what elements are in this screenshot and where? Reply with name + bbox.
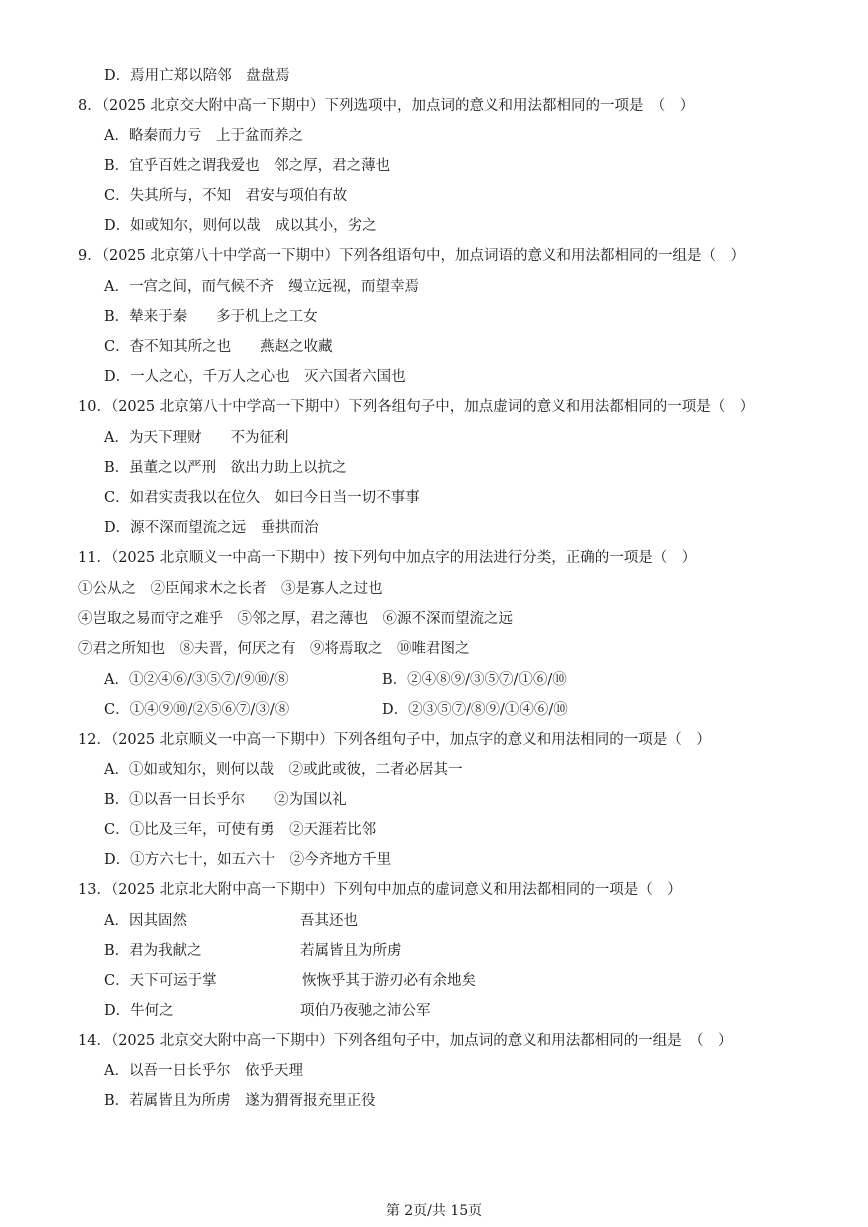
q8-option-b: B．宜乎百姓之谓我爱也 邻之厚，君之薄也: [104, 158, 391, 174]
q13-stem: 13．（2025 北京北大附中高一下期中）下列句中加点的虚词意义和用法都相同的一项是（ ）: [78, 882, 682, 898]
q13-option-a-right: 吾其还也: [300, 913, 358, 929]
q10-option-a: A．为天下理财 不为征利: [104, 430, 289, 446]
q11-sentences-row-1: ①公从之 ②臣闻求木之长者 ③是寡人之过也: [78, 581, 383, 597]
q11-stem: 11．（2025 北京顺义一中高一下期中）按下列句中加点字的用法进行分类，正确的一项是（ ）: [78, 550, 697, 566]
q13-option-c-left: C．天下可运于掌: [104, 973, 217, 989]
q12-stem: 12．（2025 北京顺义一中高一下期中）下列各组句子中，加点字的意义和用法相同的一项是（ ）: [78, 732, 711, 748]
q10-option-c: C．如君实责我以在位久 如曰今日当一切不事事: [104, 490, 420, 506]
q8-option-d: D．如或知尔，则何以哉 成以其小，劣之: [104, 218, 377, 234]
q11-sentences-row-3: ⑦君之所知也 ⑧夫晋，何厌之有 ⑨将焉取之 ⑩唯君图之: [78, 641, 470, 657]
q9-option-a: A．一宫之间，而气候不齐 缦立远视，而望幸焉: [104, 279, 419, 295]
q13-option-c-right: 恢恢乎其于游刃必有余地矣: [302, 973, 476, 989]
q12-option-c: C．①比及三年，可使有勇 ②天涯若比邻: [104, 822, 377, 838]
q11-option-b: B．②④⑧⑨/③⑤⑦/①⑥/⑩: [382, 672, 567, 688]
q9-option-b: B．辇来于秦 多于机上之工女: [104, 309, 318, 325]
q11-sentences-row-2: ④岂取之易而守之难乎 ⑤邻之厚，君之薄也 ⑥源不深而望流之远: [78, 611, 513, 627]
q10-stem: 10．（2025 北京第八十中学高一下期中）下列各组句子中，加点虚词的意义和用法都相同的一项是（ ）: [78, 399, 755, 415]
q13-option-a-left: A．因其固然: [104, 913, 187, 929]
q11-option-a: A．①②④⑥/③⑤⑦/⑨⑩/⑧: [104, 672, 289, 688]
q7-option-d: D．焉用亡郑以陪邻 盘盘焉: [104, 68, 290, 84]
q13-option-d-right: 项伯乃夜驰之沛公军: [300, 1003, 431, 1019]
q13-option-b-right: 若属皆且为所虏: [300, 943, 402, 959]
q12-option-d: D．①方六七十，如五六十 ②今齐地方千里: [104, 852, 392, 868]
q8-stem: 8．（2025 北京交大附中高一下期中）下列选项中，加点词的意义和用法都相同的一项是 （ ）: [78, 98, 695, 114]
q8-option-c: C．失其所与，不知 君安与项伯有故: [104, 188, 348, 204]
page-footer: [0, 1200, 868, 1220]
q14-stem: 14．（2025 北京交大附中高一下期中）下列各组句子中，加点词的意义和用法都相同的一组是 （ ）: [78, 1033, 733, 1049]
q9-stem: 9．（2025 北京第八十中学高一下期中）下列各组语句中，加点词语的意义和用法都相同的一组是（ ）: [78, 248, 745, 264]
q11-option-d: D．②③⑤⑦/⑧⑨/①④⑥/⑩: [382, 702, 568, 718]
q12-option-b: B．①以吾一日长乎尔 ②为国以礼: [104, 792, 347, 808]
q10-option-b: B．虽董之以严刑 欲出力助上以抗之: [104, 460, 347, 476]
q8-option-a: A．略秦而力亏 上于盆而养之: [104, 128, 303, 144]
q9-option-d: D．一人之心，千万人之心也 灭六国者六国也: [104, 369, 406, 385]
q12-option-a: A．①如或知尔，则何以哉 ②或此或彼，二者必居其一: [104, 762, 463, 778]
q10-option-d: D．源不深而望流之远 垂拱而治: [104, 520, 319, 536]
q13-option-d-left: D．牛何之: [104, 1003, 174, 1019]
q14-option-b: B．若属皆且为所虏 遂为猬胥报充里正役: [104, 1093, 376, 1109]
q9-option-c: C．杳不知其所之也 燕赵之收藏: [104, 339, 333, 355]
page-number-label: 第 2页/共 15页: [385, 1203, 483, 1219]
q13-option-b-left: B．君为我献之: [104, 943, 202, 959]
q14-option-a: A．以吾一日长乎尔 依乎天理: [104, 1063, 303, 1079]
q11-option-c: C．①④⑨⑩/②⑤⑥⑦/③/⑧: [104, 702, 290, 718]
